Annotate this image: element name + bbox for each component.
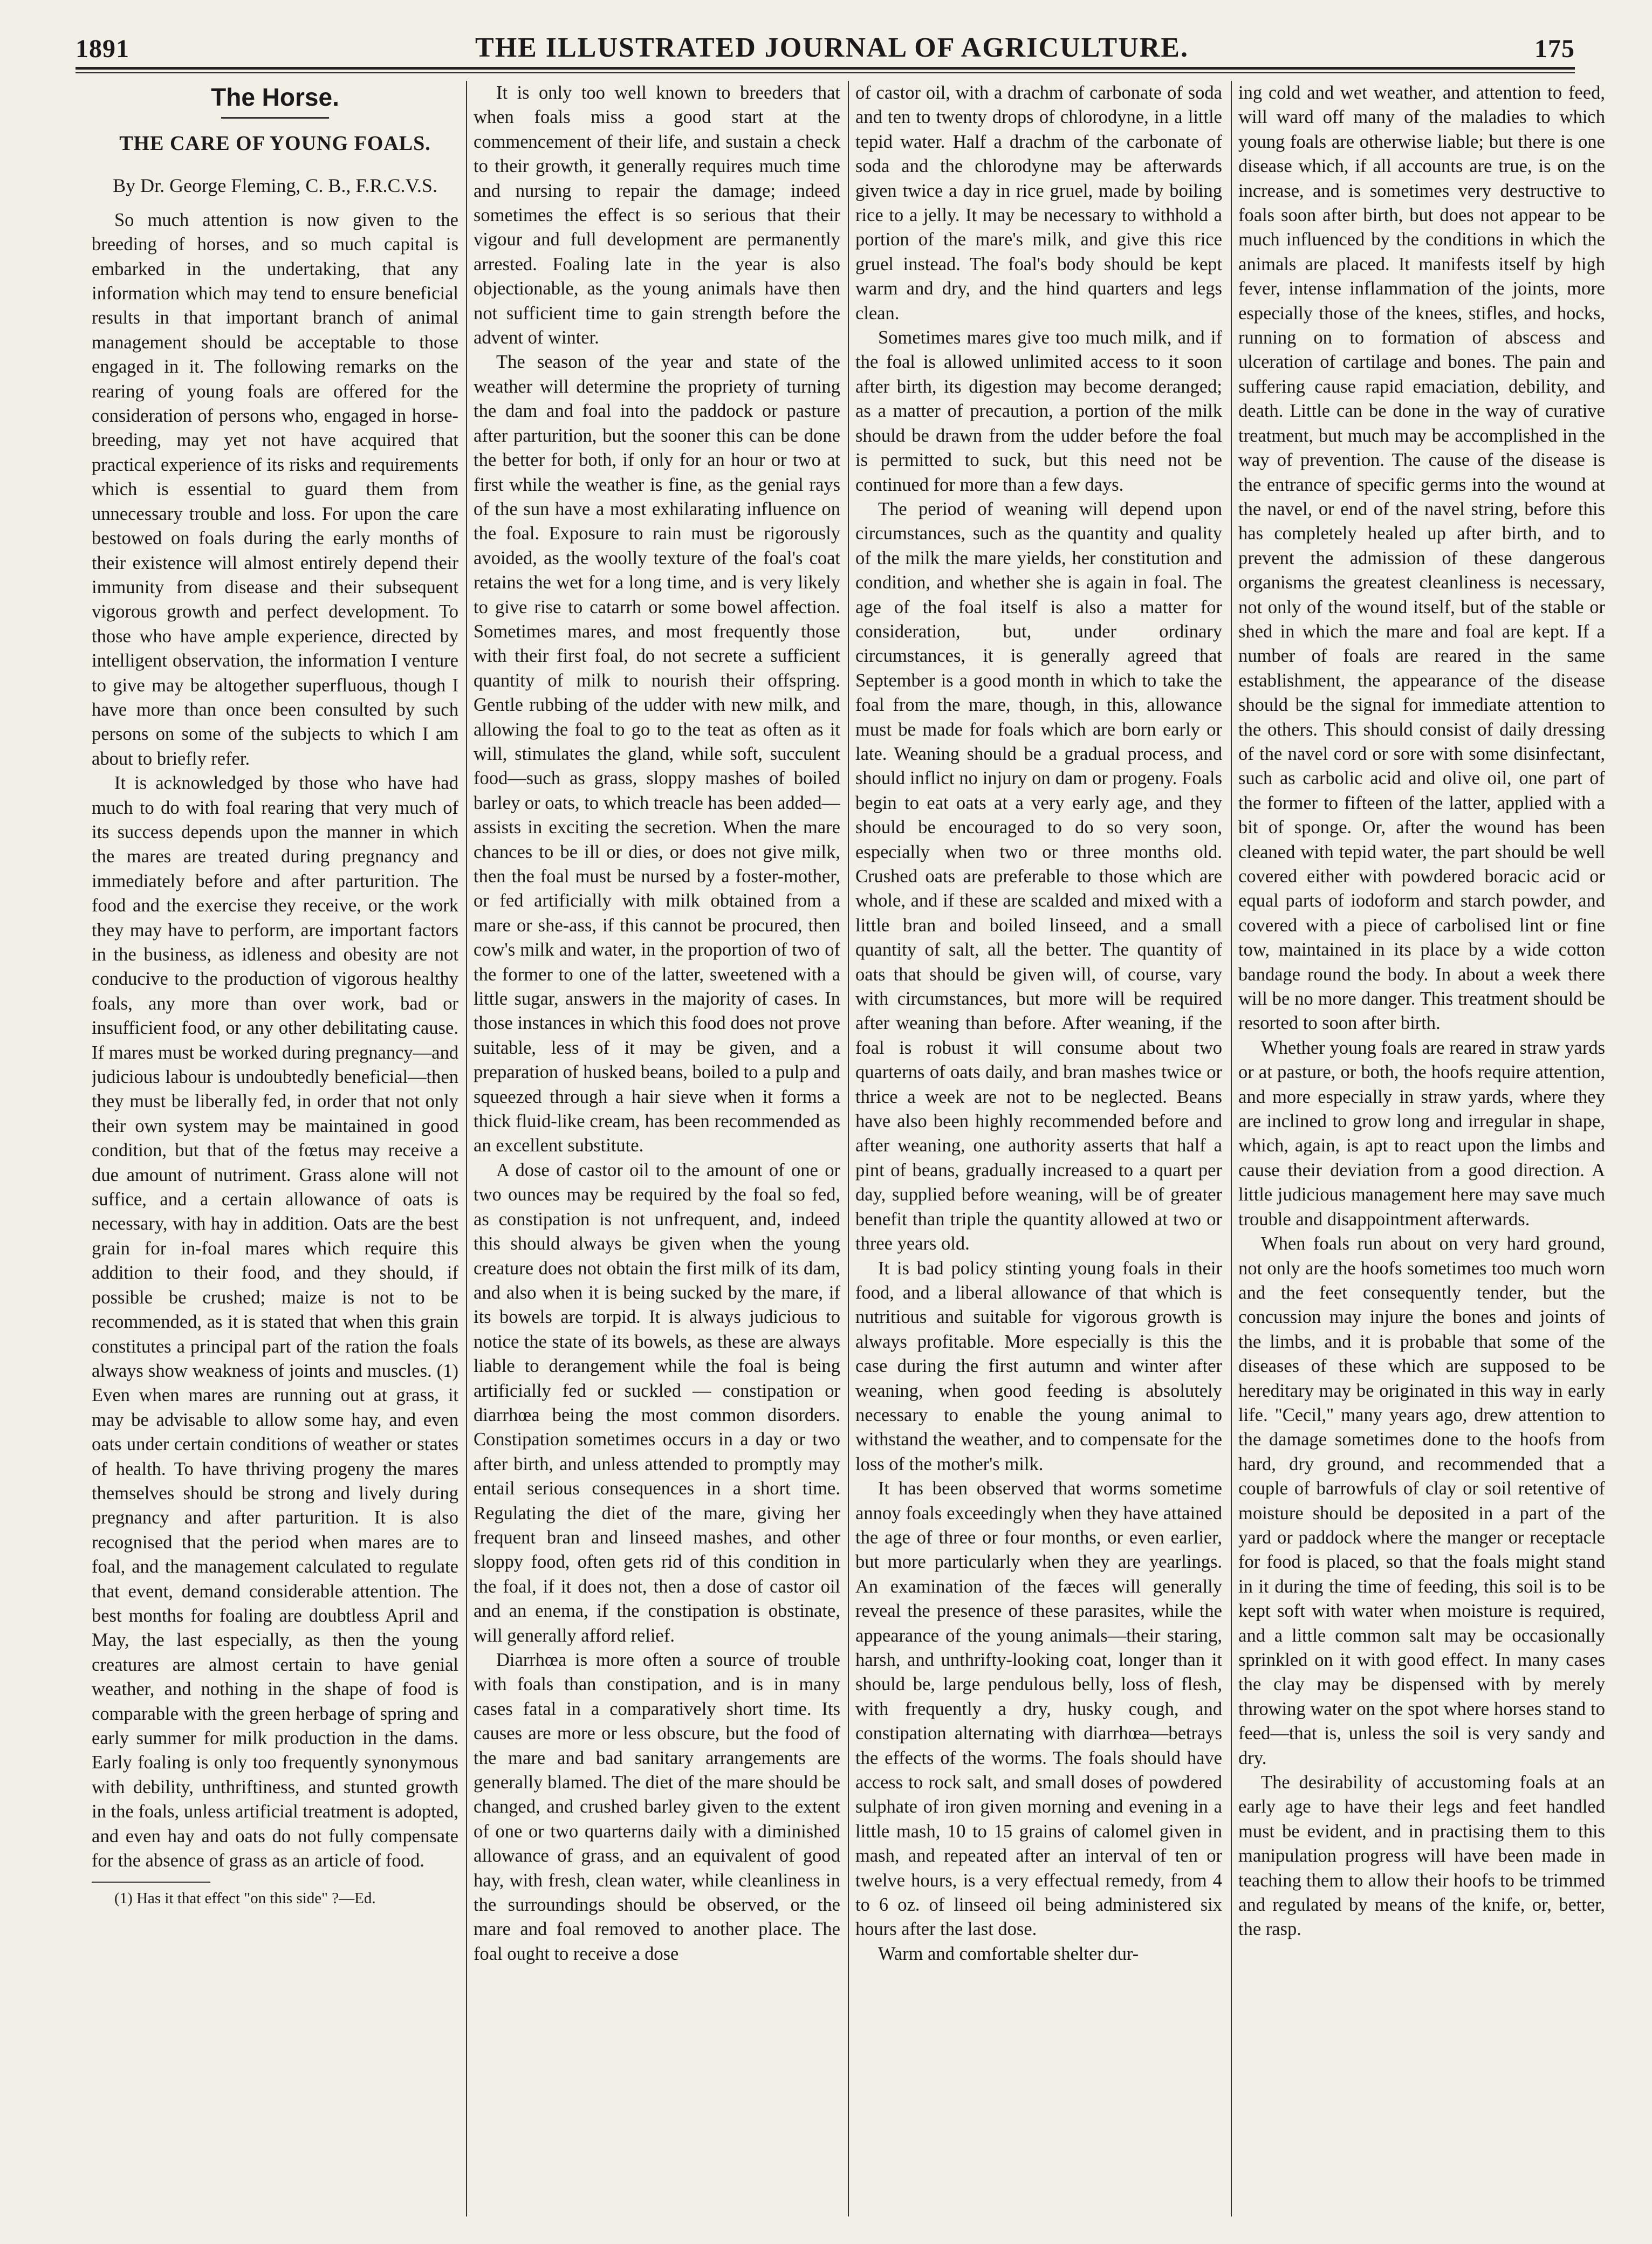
column-divider [848,81,849,2216]
paragraph: Diarrhœa is more often a source of trouble with foals than constipation, and is in many cases fatal in a comparatively short time. Its causes are more or less obscure, but the food of the mare and bad sanitary arrangements are generally blamed. The diet of the mare should be changed, and crushed barley given to the extent of one or two quarterns daily with a diminished allowance of grass, and an equivalent of good hay, with fresh, clean water, while cleanliness in the surroundings should be observed, or the mare and foal removed to another place. The foal ought to receive a dose [474,1650,840,1964]
paragraph: Sometimes mares give too much milk, and if the foal is allowed unlimited access to it soon after birth, its digestion may become deranged; as a matter of precaution, a portion of the milk should be drawn from the udder before the foal is permitted to suck, but this need not be continued for more than a few days. [855,327,1222,495]
column-4 [1238,81,1605,2216]
paragraph: So much attention is now given to the breeding of horses, and so much capital is embarked in the undertaking, that any information which may tend to ensure beneficial results in that important branch of animal management should be acceptable to those engaged in it. The following remarks on the rearing of young foals are offered for the consideration of persons who, engaged in horse-breeding, may yet not have acquired that practical experience of its risks and requirements which is essential to guard them from unnecessary trouble and loss. For upon the care bestowed on foals during the early months of their existence will almost entirely depend their immunity from disease and their subsequent vigorous growth and perfect development. To those who have ample experience, directed by intelligent observation, the information I venture to give may be altogether superfluous, though I have more than once been consulted by such persons on some of the subjects to which I am about to briefly refer. [92,209,458,769]
article-byline: By Dr. George Fleming, C. B., F.R.C.V.S. [113,174,437,196]
paragraph: When foals run about on very hard ground, not only are the hoofs sometimes too much worn and the feet consequently tender, but the concussion may injure the bones and joints of the limbs, and it is probable that some of the diseases of these which are supposed to be hereditary may be originated in this way in early life. "Cecil," many years ago, drew attention to the damage sometimes done to the hoofs from hard, dry ground, and recommended that a couple of barrowfuls of clay or soil retentive of moisture should be deposited in a part of the yard or paddock where the manger or receptacle for food is placed, so that the foals might stand in it during the time of feeding, this soil is to be kept soft with water when moisture is required, and a little common salt may be occasionally sprinkled on it with good effect. In many cases the clay may be dispensed with by merely throwing water on the spot where horses stand to feed—that is, unless the soil is very sandy and dry. [1238,1233,1605,1768]
paragraph: It has been observed that worms sometime annoy foals exceedingly when they have attained the age of three or four months, or even earlier, but more particularly when they are yearlings. An examination of the fæces will generally reveal the presence of these parasites, while the appearance of the young animals—their staring, harsh, and unthrifty-looking coat, longer than it should be, large pendulous belly, loss of flesh, with frequently a dry, husky cough, and constipation alternating with diarrhœa—betrays the effects of the worms. The foals should have access to rock salt, and small doses of powdered sulphate of iron given morning and evening in a little mash, 10 to 15 grains of calomel given in mash, and repeated after an interval of ten or twelve hours, is a very effectual remedy, from 4 to 6 oz. of linseed oil being administered six hours after the last dose. [855,1478,1222,1940]
column-divider [466,81,467,2216]
paragraph: The period of weaning will depend upon circumstances, such as the quantity and quality of the milk the mare yields, her constitution and condition, and whether she is again in foal. The age of the foal itself is also a matter for consideration, but, under ordinary circumstances, it is generally agreed that September is a good month in which to take the foal from the mare, though, in this, allowance must be made for foals which are born early or late. Weaning should be a gradual process, and should inflict no injury on dam or progeny. Foals begin to eat oats at a very early age, and they should be encouraged to do so very soon, especially when two or three months old. Crushed oats are preferable to those which are whole, and if these are scalded and mixed with a little bran and boiled linseed, and a small quantity of salt, all the better. The quantity of oats that should be given will, of course, vary with circumstances, but more will be required after weaning than before. After weaning, if the foal is robust it will consume about two quarterns of oats daily, and bran mashes twice or thrice a week are not to be neglected. Beans have also been highly recommended before and after weaning, one authority asserts that half a pint of beans, gradually increased to a quart per day, supplied before weaning, will be of greater benefit than triple the quantity allowed at two or three years old. [855,498,1222,1254]
footnote: (1) Has it that effect "on this side" ?—Ed. [114,1890,376,1907]
paragraph: The season of the year and state of the weather will determine the propriety of turning the dam and foal into the paddock or pasture after parturition, but the sooner this can be done the better for both, if only for an hour or two at first while the weather is fine, as the genial rays of the sun have a most exhilarating influence on the foal. Exposure to rain must be rigorously avoided, as the woolly texture of the foal's coat retains the wet for a long time, and is very likely to give rise to catarrh or some bowel affection. Sometimes mares, and most frequently those with their first foal, do not secrete a sufficient quantity of milk to nourish their offspring. Gentle rubbing of the udder with new milk, and allowing the foal to go to the teat as often as it will, stimulates the gland, while soft, succulent food—such as grass, sloppy mashes of boiled barley or oats, to which treacle has been added—assists in exciting the secretion. When the mare chances to be ill or dies, or does not give milk, then the foal must be nursed by a foster-mother, or fed artificially with milk obtained from a mare or she-ass, if this cannot be procured, then cow's milk and water, in the proportion of two of the former to one of the latter, sweetened with a little sugar, answers in the majority of cases. In those instances in which this food does not prove suitable, less of it may be given, and a preparation of husked beans, boiled to a pulp and squeezed through a hair sieve when it forms a thick fluid-like cream, has been recommended as an excellent substitute. [474,352,840,1156]
header-rule [76,67,1575,70]
header-rule-thin [76,72,1575,73]
journal-title: THE ILLUSTRATED JOURNAL OF AGRICULTURE. [475,32,1189,63]
footnote-rule [92,1882,210,1883]
column-divider [1231,81,1232,2216]
paragraph: A dose of castor oil to the amount of one or two ounces may be required by the foal so fed, as constipation is not unfrequent, and, indeed this should always be given when the young creature does not obtain the first milk of its dam, and also when it is being sucked by the mare, if its bowels are torpid. It is always judicious to notice the state of its bowels, as these are always liable to derangement while the foal is being artificially fed or suckled — constipation or diarrhœa being the most common disorders. Constipation sometimes occurs in a day or two after birth, and unless attended to promptly may entail serious consequences in a short time. Regulating the diet of the mare, giving her frequent bran and linseed mashes, and other sloppy food, often gets rid of this condition in the foal, if it does not, then a dose of castor oil and an enema, if the constipation is obstinate, will generally afford relief. [474,1159,840,1646]
column-2 [474,81,840,2216]
paragraph: Whether young foals are reared in straw yards or at pasture, or both, the hoofs require attention, and more especially in straw yards, where they are inclined to grow long and irregular in shape, which, again, is apt to react upon the limbs and cause their deviation from a good direction. A little judicious management here may save much trouble and disappointment afterwards. [1238,1037,1605,1230]
paragraph: It is bad policy stinting young foals in their food, and a liberal allowance of that which is nutritious and suitable for vigorous growth is always profitable. More especially is this the case during the first autumn and winter after weaning, when good feeding is absolutely necessary to enable the young animal to withstand the weather, and to compensate for the loss of the mother's milk. [855,1258,1222,1474]
paragraph: The desirability of accustoming foals at an early age to have their legs and feet handled must be evident, and in practising them to this manipulation progress will have been made in teaching them to allow their hoofs to be trimmed and regulated by means of the knife, or, better, the rasp. [1238,1772,1605,1940]
paragraph: Warm and comfortable shelter dur- [878,1943,1139,1964]
article-title: THE CARE OF YOUNG FOALS. [119,132,431,155]
section-rule [221,117,329,119]
column-3 [855,81,1222,2216]
section-title: The Horse. [211,83,339,111]
page-number: 175 [1534,35,1575,63]
page-year: 1891 [76,35,129,63]
paragraph: ing cold and wet weather, and attention to feed, will ward off many of the maladies to which young foals are otherwise liable; but there is one disease which, if all accounts are true, is on the increase, and is sometimes very destructive to foals soon after birth, but does not appear to be much influenced by the conditions in which the animals are placed. It manifests itself by high fever, intense inflammation of the joints, more especially those of the knees, stifles, and hocks, running on to formation of abscess and ulceration of cartilage and bones. The pain and suffering cause rapid emaciation, debility, and death. Little can be done in the way of curative treatment, but much may be accomplished in the way of prevention. The cause of the disease is the entrance of specific germs into the wound at the navel, or end of the navel string, before this has completely healed up after birth, and to prevent the admission of these dangerous organisms the greatest cleanliness is necessary, not only of the wound itself, but of the stable or shed in which the mare and foal are kept. If a number of foals are reared in the same establishment, the appearance of the disease should be the signal for immediate attention to the others. This should consist of daily dressing of the navel cord or sore with some disinfectant, such as carbolic acid and olive oil, one part of the former to fifteen of the latter, applied with a bit of sponge. Or, after the wound has been cleaned with tepid water, the part should be well covered either with powdered boracic acid or equal parts of iodoform and starch powder, and covered with a piece of carbolised lint or fine tow, maintained in its place by a wide cotton bandage round the body. In about a week there will be no more danger. This treatment should be resorted to soon after birth. [1238,83,1605,1034]
paragraph: of castor oil, with a drachm of carbonate of soda and ten to twenty drops of chlorodyne, in a little tepid water. Half a drachm of the carbonate of soda and the chlorodyne may be afterwards given twice a day in rice gruel, made by boiling rice to a jelly. It may be necessary to withhold a portion of the mare's milk, and give this rice gruel instead. The foal's body should be kept warm and dry, and the hind quarters and legs clean. [855,83,1222,324]
column-1 [92,81,458,2216]
page-header [76,22,1575,64]
paragraph: It is only too well known to breeders that when foals miss a good start at the commencement of their life, and sustain a check to their growth, it generally requires much time and nursing to repair the damage; indeed sometimes the effect is so serious that their vigour and full development are permanently arrested. Foaling late in the year is also objectionable, as the young animals have then not sufficient time to gain strength before the advent of winter. [474,83,840,348]
paragraph: It is acknowledged by those who have had much to do with foal rearing that very much of its success depends upon the manner in which the mares are treated during pregnancy and immediately before and after parturition. The food and the exercise they receive, or the work they may have to perform, are important factors in the business, as idleness and obesity are not conducive to the production of vigorous healthy foals, any more than over work, bad or insufficient food, or any other debilitating cause. If mares must be worked during pregnancy—and judicious labour is undoubtedly beneficial—then they must be liberally fed, in order that not only their own system may be maintained in good condition, but that of the fœtus may receive a due amount of nutriment. Grass alone will not suffice, and a certain allowance of oats is necessary, with hay in addition. Oats are the best grain for in-foal mares which require this addition to their food, and they should, if possible be crushed; maize is not to be recommended, as it is stated that when this grain constitutes a principal part of the ration the foals always show weakness of joints and muscles. (1) Even when mares are running out at grass, it may be advisable to allow some hay, and even oats under certain conditions of weather or states of health. To have thriving progeny the mares themselves should be strong and lively during pregnancy and after parturition. It is also recognised that the period when mares are to foal, and the management calculated to regulate that event, demand considerable attention. The best months for foaling are doubtless April and May, the last especially, as then the young creatures are almost certain to have genial weather, and nothing in the shape of food is comparable with the green herbage of spring and early summer for milk production in the dams. Early foaling is only too frequently synonymous with debility, unthriftiness, and stunted growth in the foals, unless artificial treatment is adopted, and even hay and oats do not fully compensate for the absence of grass as an article of food. [92,773,458,1871]
